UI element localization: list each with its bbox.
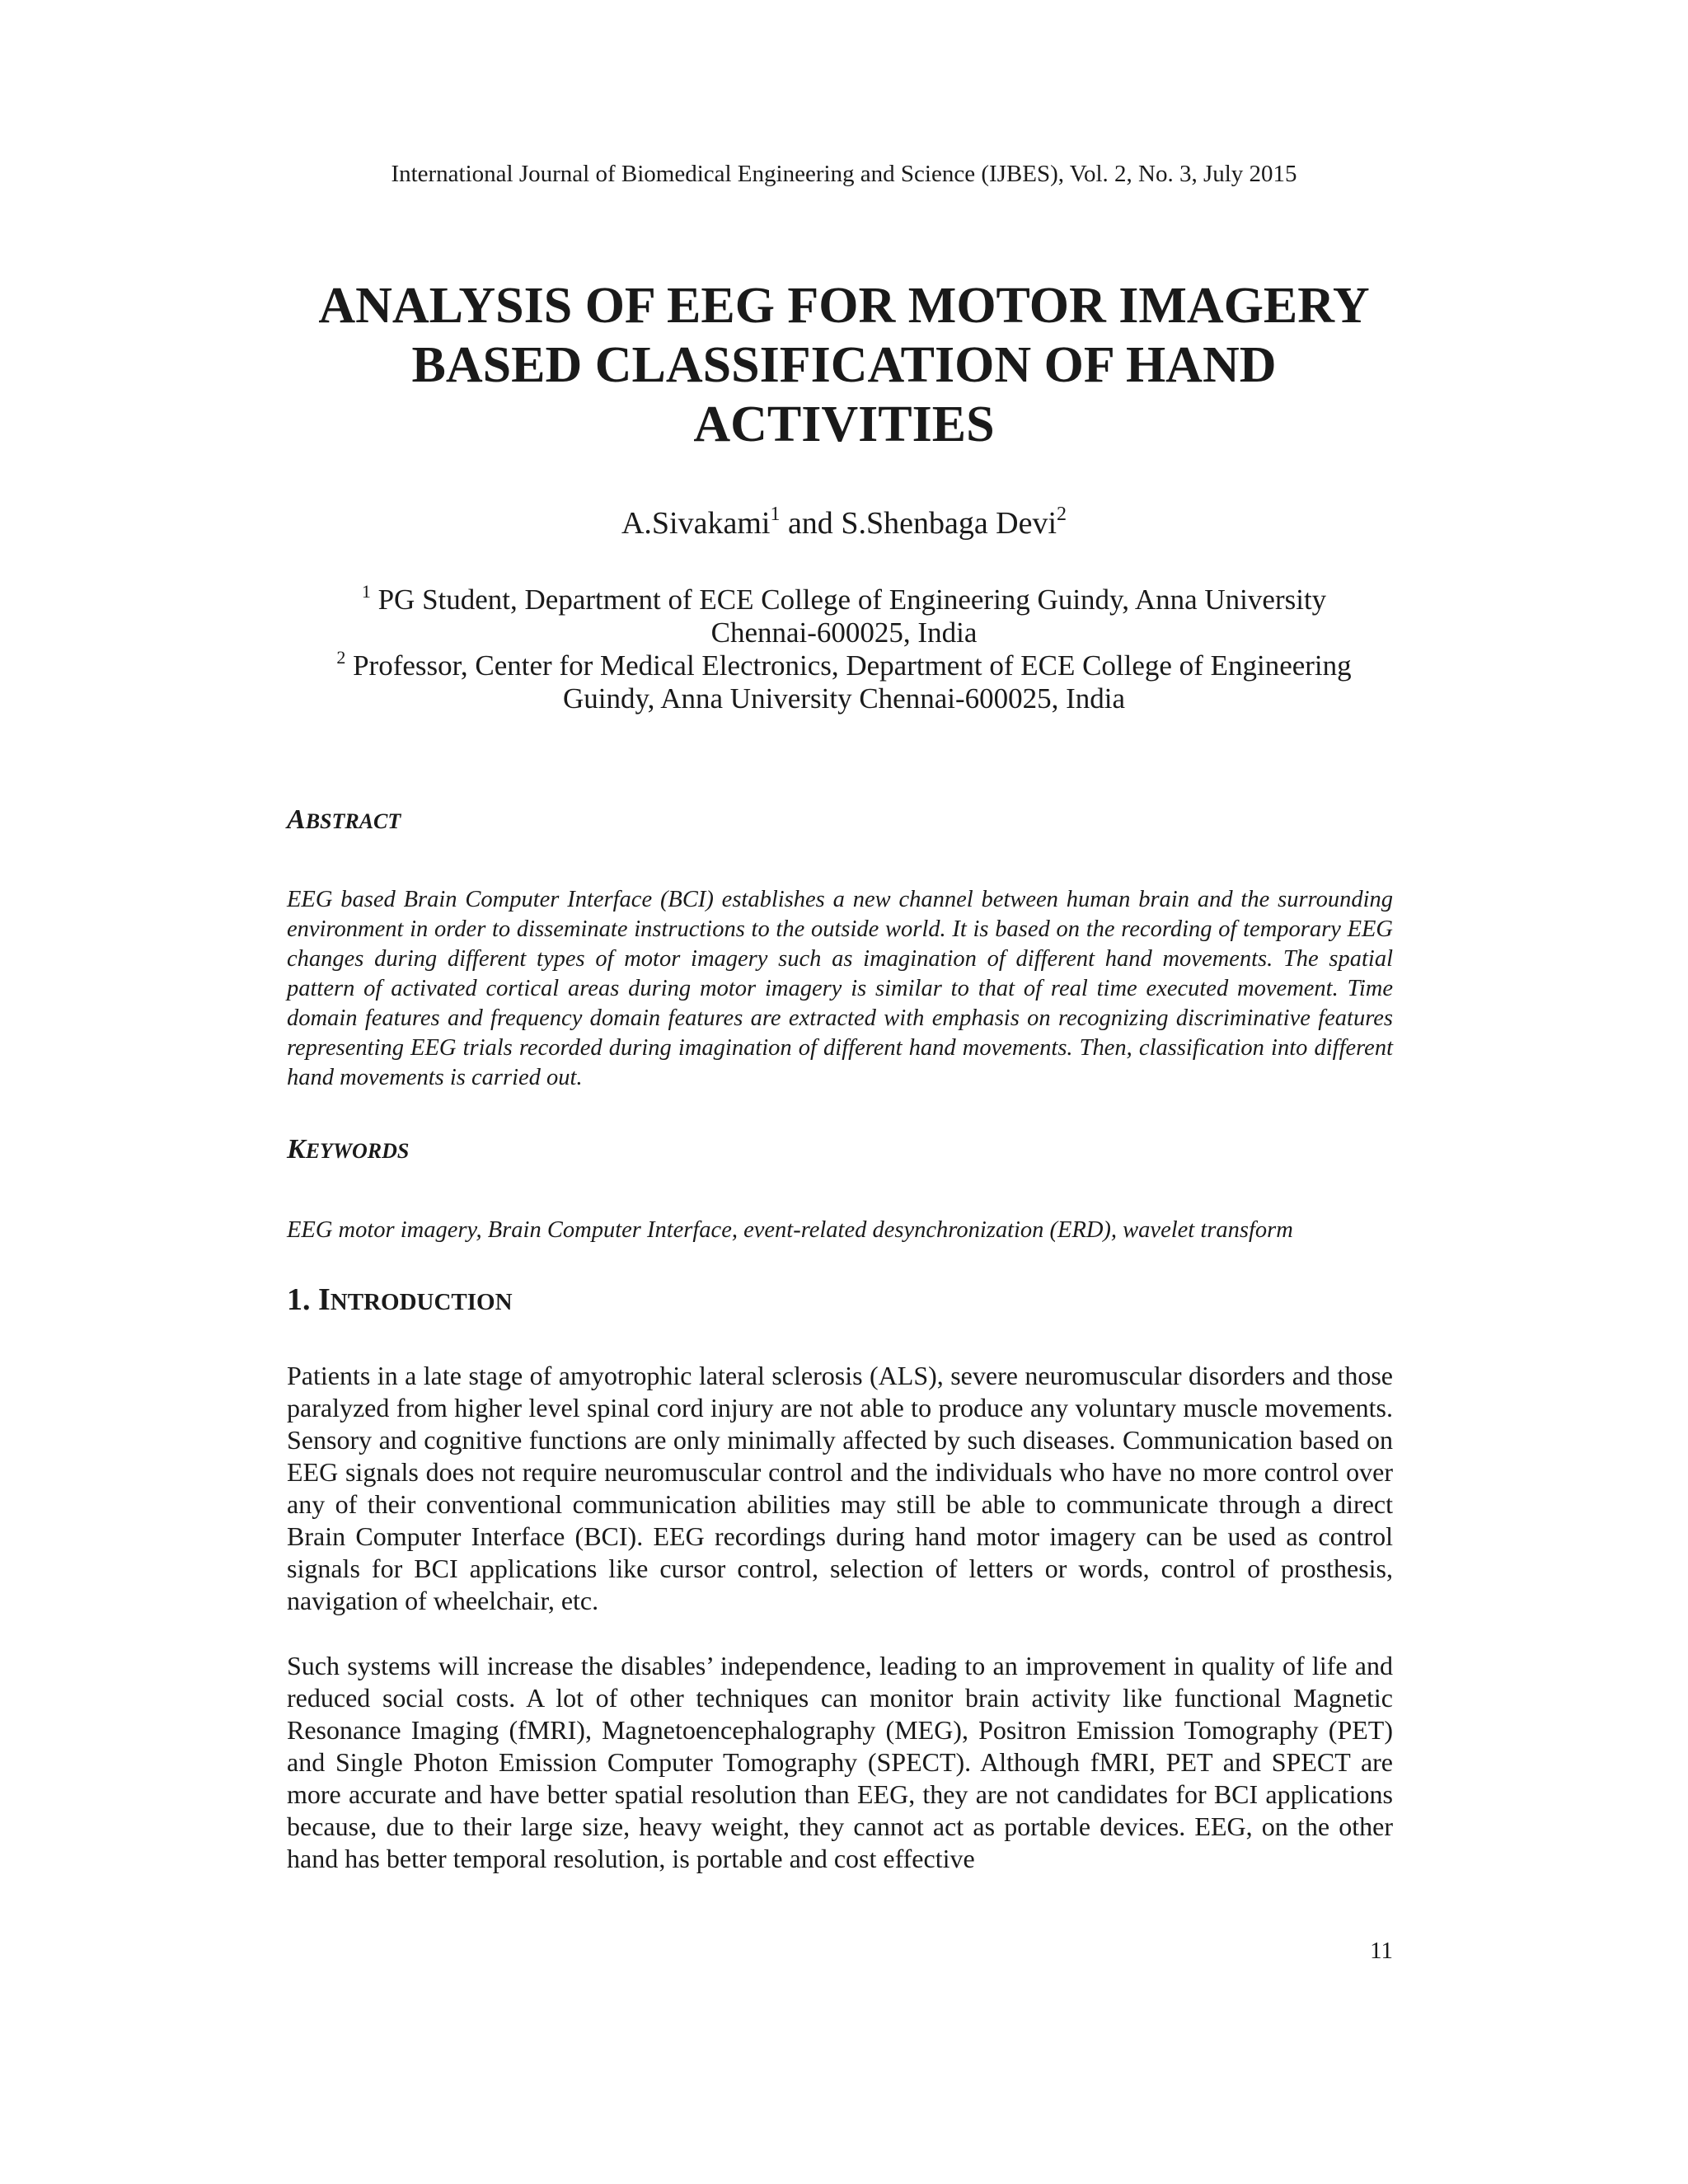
title-line: ANALYSIS OF EEG FOR MOTOR IMAGERY — [318, 278, 1370, 334]
paper-title — [206, 276, 1482, 454]
affiliation-marker: 1 — [770, 504, 781, 525]
affiliation-marker: 1 — [361, 581, 371, 602]
introduction-heading: 1. INTRODUCTION — [287, 1282, 513, 1317]
affiliation-1: $^1$ PG Student, Department of ECE College of Engineering Guindy, Anna University — [361, 581, 1327, 616]
title-line: ACTIVITIES — [693, 396, 995, 452]
title-line: BASED CLASSIFICATION OF HAND — [411, 337, 1277, 393]
abstract-text: EEG based Brain Computer Interface (BCI) establishes a new channel between human brain and the surrounding environment in order to disseminate instructions to the outside world. It is based on the recording of temporary EEG changes during different types of motor imagery such as imagination of different hand movements. The spatial pattern of activated cortical areas during motor imagery is similar to that of real time executed movement. Time domain features and frequency domain features are extracted with emphasis on recognizing discriminative features representing EEG trials recorded during imagination of different hand movements. Then, classification into different hand movements is carried out. — [287, 887, 1393, 1090]
author-conjunction: and — [780, 506, 842, 541]
author-line — [0, 504, 1688, 542]
author-name: S.Shenbaga Devi — [841, 506, 1057, 541]
affiliation-2-cont: Guindy, Anna University Chennai-600025, India — [562, 682, 1126, 715]
affiliations — [247, 583, 1441, 715]
affiliation-marker: 2 — [1057, 504, 1067, 525]
affiliation-1-cont: Chennai-600025, India — [710, 616, 978, 649]
journal-header: International Journal of Biomedical Engineering and Science (IJBES), Vol. 2, No. 3, July 2015 — [391, 161, 1297, 187]
abstract-heading: ABSTRACT — [287, 804, 401, 835]
keywords-text: EEG motor imagery, Brain Computer Interface, event-related desynchronization (ERD), wavelet transform — [287, 1217, 1293, 1243]
introduction-paragraph: Patients in a late stage of amyotrophic lateral sclerosis (ALS), severe neuromuscular disorders and those paralyzed from higher level spinal cord injury are not able to produce any voluntary muscle movements. Sensory and cognitive functions are only minimally affected by such diseases. Communication based on EEG signals does not require neuromuscular control and the individuals who have no more control over any of their conventional communication abilities may still be able to communicate through a direct Brain Computer Interface (BCI). EEG recordings during hand motor imagery can be used as control signals for BCI applications like cursor control, selection of letters or words, control of prosthesis, navigation of wheelchair, etc. — [287, 1361, 1393, 1615]
page-number: 11 — [1370, 1938, 1393, 1964]
keywords-heading: KEYWORDS — [287, 1134, 410, 1165]
author-name: A.Sivakami — [621, 506, 771, 541]
affiliation-marker: 2 — [336, 647, 346, 668]
affiliation-2: $^2$ Professor, Center for Medical Electronics, Department of ECE College of Engineering — [336, 647, 1352, 682]
introduction-paragraph: Such systems will increase the disables’ independence, leading to an improvement in quality of life and reduced social costs. A lot of other techniques can monitor brain activity like functional Magnetic Resonance Imaging (fMRI), Magnetoencephalography (MEG), Positron Emission Tomography (PET) and Single Photon Emission Computer Tomography (SPECT). Although fMRI, PET and SPECT are more accurate and have better spatial resolution than EEG, they are not candidates for BCI applications because, due to their large size, heavy weight, they cannot act as portable devices. EEG, on the other hand has better temporal resolution, is portable and cost effective — [287, 1651, 1393, 1873]
